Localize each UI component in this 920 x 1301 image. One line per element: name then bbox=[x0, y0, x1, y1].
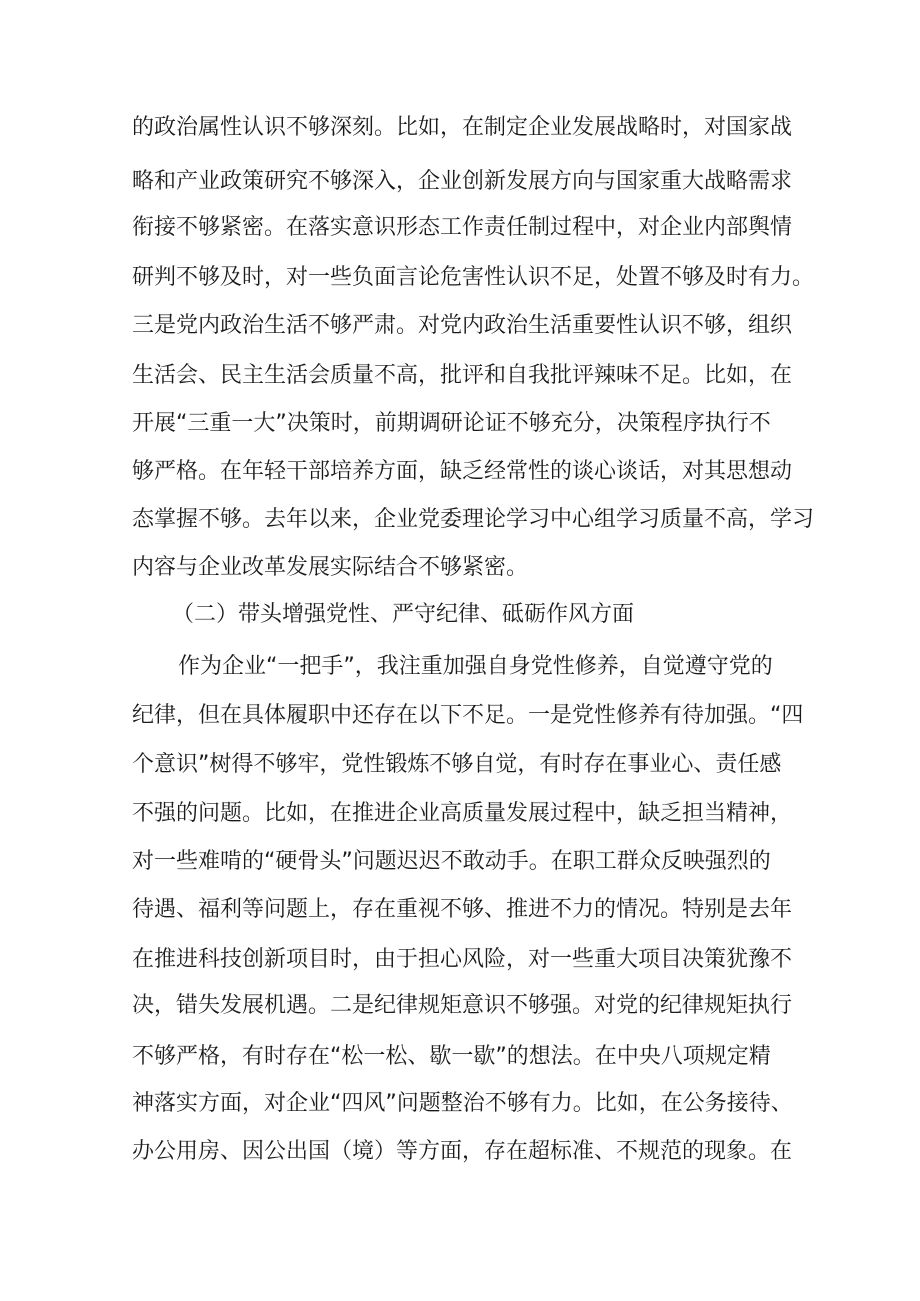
text-line-6: 生活会、民主生活会质量不高，批评和自我批评辣味不足。比如，在 bbox=[132, 363, 793, 388]
text-line-21: 神落实方面，对企业“四风”问题整治不够有力。比如，在公务接待、 bbox=[132, 1091, 793, 1116]
text-line-4: 研判不够及时，对一些负面言论危害性认识不足，处置不够及时有力。 bbox=[132, 265, 815, 290]
text-line-8: 够严格。在年轻干部培养方面，缺乏经常性的谈心谈话，对其思想动 bbox=[132, 459, 793, 484]
text-line-5: 三是党内政治生活不够严肃。对党内政治生活重要性认识不够，组织 bbox=[132, 313, 793, 338]
text-line-9: 态掌握不够。去年以来，企业党委理论学习中心组学习质量不高，学习 bbox=[132, 507, 815, 532]
text-line-16: 对一些难啃的“硬骨头”问题迟迟不敢动手。在职工群众反映强烈的 bbox=[132, 849, 771, 874]
text-line-17: 待遇、福利等问题上，存在重视不够、推进不力的情况。特别是去年 bbox=[132, 897, 793, 922]
section-heading: （二）带头增强党性、严守纪律、砥砺作风方面 bbox=[172, 602, 635, 627]
text-line-13: 纪律，但在具体履职中还存在以下不足。一是党性修养有待加强。“四 bbox=[132, 703, 804, 728]
text-line-22: 办公用房、因公出国（境）等方面，存在超标准、不规范的现象。在 bbox=[132, 1139, 793, 1164]
text-line-14: 个意识”树得不够牢，党性锻炼不够自觉，有时存在事业心、责任感 bbox=[132, 752, 782, 777]
text-line-20: 不够严格，有时存在“松一松、歇一歇”的想法。在中央八项规定精 bbox=[132, 1044, 771, 1069]
text-line-2: 略和产业政策研究不够深入，企业创新发展方向与国家重大战略需求 bbox=[132, 169, 793, 194]
text-line-3: 衔接不够紧密。在落实意识形态工作责任制过程中，对企业内部舆情 bbox=[132, 215, 793, 240]
text-line-12: 作为企业“一把手”，我注重加强自身党性修养，自觉遵守党的 bbox=[178, 654, 773, 679]
text-line-10: 内容与企业改革发展实际结合不够紧密。 bbox=[132, 555, 529, 580]
text-line-15: 不强的问题。比如，在推进企业高质量发展过程中，缺乏担当精神， bbox=[132, 801, 793, 826]
text-line-18: 在推进科技创新项目时，由于担心风险，对一些重大项目决策犹豫不 bbox=[132, 947, 793, 972]
text-line-19: 决，错失发展机遇。二是纪律规矩意识不够强。对党的纪律规矩执行 bbox=[132, 993, 793, 1018]
text-line-1: 的政治属性认识不够深刻。比如，在制定企业发展战略时，对国家战 bbox=[132, 115, 793, 140]
text-line-7: 开展“三重一大”决策时，前期调研论证不够充分，决策程序执行不 bbox=[132, 411, 771, 436]
